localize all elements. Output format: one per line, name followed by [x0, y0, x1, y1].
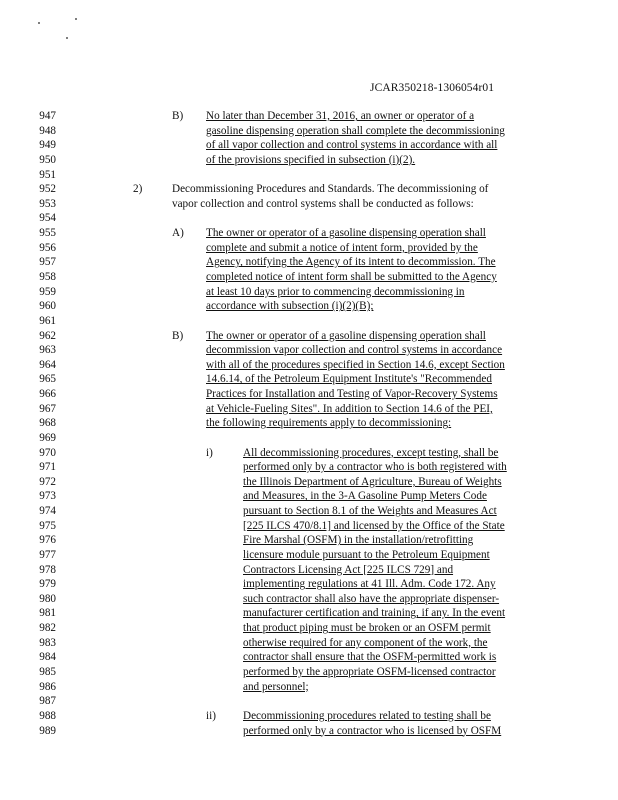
line-number: 981 — [39, 607, 56, 620]
line-982 — [0, 621, 618, 635]
line-text: and personnel; — [243, 680, 309, 693]
line-text: The owner or operator of a gasoline dispensing operation shall — [206, 329, 486, 342]
line-975 — [0, 519, 618, 533]
line-952 — [0, 182, 618, 196]
line-number: 960 — [39, 300, 56, 313]
line-number: 950 — [39, 153, 56, 166]
line-number: 964 — [39, 358, 56, 371]
line-text: The owner or operator of a gasoline dispensing operation shall — [206, 227, 486, 239]
line-973 — [0, 489, 618, 503]
line-number: 965 — [39, 373, 56, 386]
line-number: 972 — [39, 475, 56, 488]
line-number: 962 — [39, 329, 56, 342]
line-number: 955 — [39, 227, 56, 239]
line-text: manufacturer certification and training, if any. In the event — [243, 607, 506, 620]
line-text: such contractor shall also have the appropriate dispenser- — [243, 592, 500, 605]
line-979 — [0, 577, 618, 591]
line-number: 984 — [39, 651, 56, 664]
line-number: 947 — [39, 110, 56, 122]
line-number: 949 — [39, 139, 56, 152]
line-text: [225 ILCS 470/8.1] and licensed by the Office of the State — [243, 519, 505, 532]
line-text: at Vehicle-Fueling Sites". In addition to Section 14.6 of the PEI, — [206, 402, 493, 415]
list-label: B) — [172, 110, 184, 122]
line-number: 977 — [39, 548, 56, 561]
line-text: that product piping must be broken or an OSFM permit — [243, 622, 491, 635]
line-987 — [0, 694, 618, 708]
line-957 — [0, 255, 618, 269]
line-989 — [0, 724, 618, 738]
line-949 — [0, 138, 618, 152]
line-number: 983 — [39, 636, 56, 649]
line-text: accordance with subsection (i)(2)(B); — [206, 300, 374, 313]
line-number: 948 — [39, 124, 56, 137]
line-text: the following requirements apply to decommissioning: — [206, 417, 452, 430]
line-978 — [0, 563, 618, 577]
line-number: 975 — [39, 519, 56, 532]
line-number: 968 — [39, 417, 56, 430]
line-970 — [0, 446, 618, 460]
line-text: pursuant to Section 8.1 of the Weights and Measures Act — [243, 505, 497, 517]
line-text: Decommissioning procedures related to testing shall be — [243, 709, 491, 722]
line-number: 978 — [39, 563, 56, 576]
list-label: ii) — [206, 709, 216, 722]
line-959 — [0, 285, 618, 299]
line-965 — [0, 372, 618, 386]
line-number: 963 — [39, 344, 56, 357]
line-number: 967 — [39, 402, 56, 415]
line-948 — [0, 124, 618, 138]
line-number: 956 — [39, 241, 56, 254]
line-number: 985 — [39, 665, 56, 678]
line-971 — [0, 460, 618, 474]
line-text: otherwise required for any component of the work, the — [243, 636, 488, 649]
line-number: 959 — [39, 285, 56, 298]
line-951 — [0, 168, 618, 182]
line-text: at least 10 days prior to commencing decommissioning in — [206, 285, 465, 298]
line-text: performed only by a contractor who is both registered with — [243, 461, 507, 474]
line-number: 979 — [39, 578, 56, 591]
line-number: 988 — [39, 709, 56, 722]
scan-speck — [75, 18, 77, 20]
line-985 — [0, 665, 618, 679]
line-number: 961 — [39, 314, 56, 327]
line-number: 980 — [39, 592, 56, 605]
line-961 — [0, 314, 618, 328]
line-956 — [0, 241, 618, 255]
document-id-header: JCAR350218-1306054r01 — [370, 82, 495, 94]
line-number: 953 — [39, 197, 56, 210]
line-text: of all vapor collection and control systems in accordance with all — [206, 139, 498, 152]
line-977 — [0, 548, 618, 562]
line-text: All decommissioning procedures, except testing, shall be — [243, 446, 499, 459]
line-text: Practices for Installation and Testing of Vapor-Recovery Systems — [206, 388, 498, 400]
line-964 — [0, 358, 618, 372]
line-number: 986 — [39, 680, 56, 693]
line-980 — [0, 592, 618, 606]
line-981 — [0, 606, 618, 620]
line-text: performed only by a contractor who is licensed by OSFM — [243, 724, 502, 737]
line-number: 952 — [39, 183, 56, 196]
line-968 — [0, 416, 618, 430]
line-text: decommission vapor collection and control systems in accordance — [206, 344, 503, 357]
line-974 — [0, 504, 618, 518]
line-966 — [0, 387, 618, 401]
line-number: 951 — [39, 168, 56, 181]
line-number: 976 — [39, 534, 56, 547]
line-text: Fire Marshal (OSFM) in the installation/retrofitting — [243, 534, 474, 547]
line-967 — [0, 402, 618, 416]
line-958 — [0, 270, 618, 284]
list-label: i) — [206, 446, 213, 459]
line-963 — [0, 343, 618, 357]
scan-speck — [38, 22, 40, 24]
line-number: 958 — [39, 270, 56, 283]
line-number: 974 — [39, 505, 56, 517]
line-text: of the provisions specified in subsection (i)(2). — [206, 153, 416, 166]
line-text: performed by the appropriate OSFM-licensed contractor — [243, 665, 496, 678]
list-label: B) — [172, 329, 184, 342]
line-950 — [0, 153, 618, 167]
list-label: A) — [172, 227, 184, 239]
line-number: 969 — [39, 431, 56, 444]
line-number: 982 — [39, 622, 56, 635]
line-text: licensure module pursuant to the Petroleum Equipment — [243, 548, 490, 561]
line-number: 971 — [39, 461, 56, 474]
line-960 — [0, 299, 618, 313]
line-text: complete and submit a notice of intent form, provided by the — [206, 241, 478, 254]
line-number: 989 — [39, 724, 56, 737]
line-text: Decommissioning Procedures and Standards. The decommissioning of — [172, 183, 489, 196]
line-text: implementing regulations at 41 Ill. Adm. Code 172. Any — [243, 578, 496, 591]
line-number: 966 — [39, 388, 56, 400]
line-text: with all of the procedures specified in Section 14.6, except Section — [206, 358, 505, 371]
line-text: and Measures, in the 3-A Gasoline Pump Meters Code — [243, 490, 487, 503]
line-text: completed notice of intent form shall be submitted to the Agency — [206, 270, 497, 283]
line-984 — [0, 650, 618, 664]
line-947 — [0, 109, 618, 123]
line-953 — [0, 197, 618, 211]
line-986 — [0, 680, 618, 694]
line-text: Agency, notifying the Agency of its intent to decommission. The — [206, 256, 496, 269]
line-983 — [0, 636, 618, 650]
line-text: the Illinois Department of Agriculture, Bureau of Weights — [243, 475, 502, 488]
line-988 — [0, 709, 618, 723]
line-number: 970 — [39, 446, 56, 459]
line-text: 14.6.14, of the Petroleum Equipment Institute's "Recommended — [206, 373, 492, 386]
line-text: contractor shall ensure that the OSFM-permitted work is — [243, 651, 497, 664]
line-976 — [0, 533, 618, 547]
line-954 — [0, 211, 618, 225]
line-number: 954 — [39, 212, 56, 225]
line-number: 987 — [39, 695, 56, 708]
line-text: gasoline dispensing operation shall complete the decommissioning — [206, 124, 505, 137]
line-962 — [0, 329, 618, 343]
line-text: Contractors Licensing Act [225 ILCS 729] and — [243, 563, 454, 576]
scan-speck — [66, 37, 68, 39]
list-label: 2) — [133, 183, 143, 196]
line-972 — [0, 475, 618, 489]
line-number: 957 — [39, 256, 56, 269]
line-969 — [0, 431, 618, 445]
line-number: 973 — [39, 490, 56, 503]
line-955 — [0, 226, 618, 240]
line-text: vapor collection and control systems shall be conducted as follows: — [172, 197, 474, 210]
line-text: No later than December 31, 2016, an owner or operator of a — [206, 110, 475, 122]
